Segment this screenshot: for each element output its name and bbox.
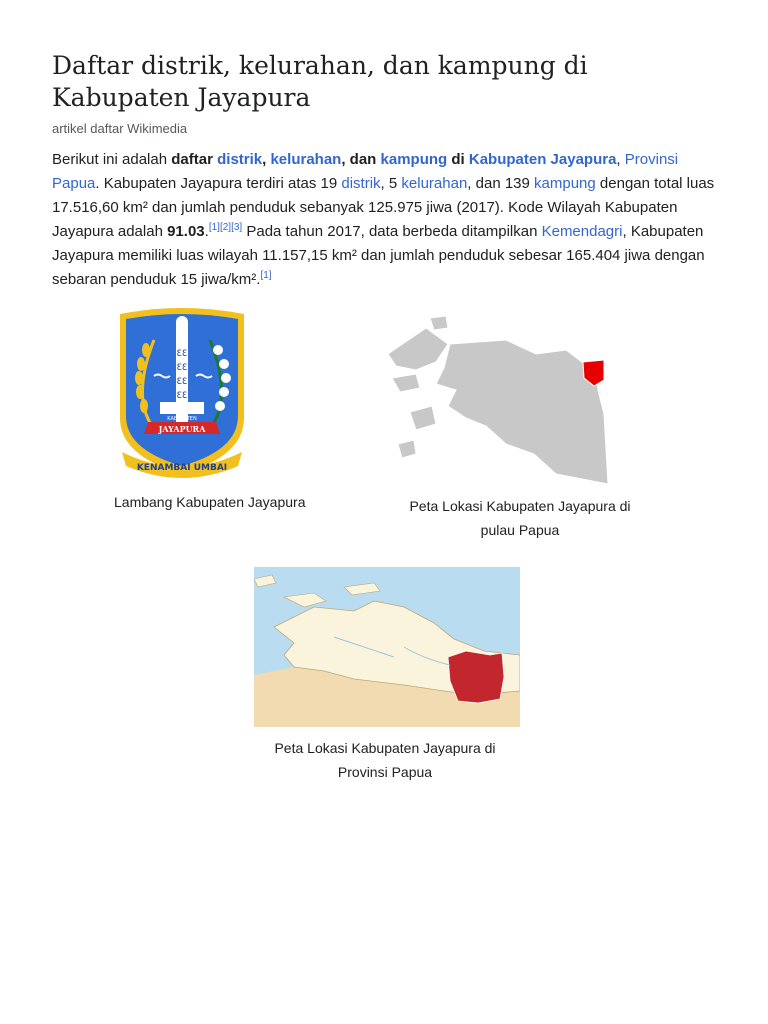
ref-4[interactable]: [1] (260, 270, 272, 281)
link-kelurahan-2[interactable]: kelurahan (401, 175, 468, 192)
emblem-motto-text: KENAMBAI UMBAI (136, 463, 228, 473)
map2-caption: Peta Lokasi Kabupaten Jayapura di Provinsi Papua (274, 740, 496, 780)
link-kampung-2[interactable]: kampung (534, 175, 596, 192)
intro-text: Berikut ini adalah (52, 151, 172, 168)
intro-text: , dan 139 (467, 175, 535, 192)
link-distrik[interactable]: distrik (217, 151, 263, 168)
intro-text: , Kabupaten Jayapura memiliki luas wilayah 11.157,15 km² dan jumlah penduduk sebesar 165.404 jiwa dengan sebaran penduduk 15 jiwa/km². (52, 223, 705, 288)
map-jayapura-region (448, 651, 504, 703)
link-kabupaten-jayapura[interactable]: Kabupaten Jayapura (468, 151, 617, 168)
emblem-tifa-glyph: ƐƐ (176, 377, 188, 387)
bold-kode-wilayah: 91.03 (167, 223, 205, 240)
map1-caption: Peta Lokasi Kabupaten Jayapura di pulau Papua (409, 498, 631, 538)
intro-text: , (262, 151, 271, 168)
emblem-tifa-glyph: ƐƐ (176, 363, 188, 373)
map-papua-province[interactable] (254, 567, 520, 727)
page-subtitle: artikel daftar Wikimedia (52, 121, 188, 136)
intro-text: Pada tahun 2017, data berbeda ditampilkan (242, 223, 542, 240)
bold-di: di (447, 151, 469, 168)
emblem-building (160, 402, 204, 414)
intro-text: . Kabupaten Jayapura terdiri atas 19 (95, 175, 342, 192)
link-kelurahan[interactable]: kelurahan (270, 151, 342, 168)
link-kampung[interactable]: kampung (380, 151, 448, 168)
emblem-image[interactable] (114, 306, 250, 482)
link-distrik-2[interactable]: distrik (341, 175, 381, 192)
map-papua-island[interactable] (386, 314, 616, 486)
intro-text: . (204, 223, 209, 240)
link-provinsi-papua[interactable]: Provinsi Papua (52, 151, 679, 192)
bold-dan: , dan (341, 151, 381, 168)
emblem-name-text: JAYAPURA (158, 424, 206, 434)
intro-paragraph (52, 148, 720, 292)
emblem-caption: Lambang Kabupaten Jayapura (114, 494, 306, 510)
bold-daftar: daftar (171, 151, 213, 168)
intro-text: dengan total luas 17.516,60 km² dan jumlah penduduk sebanyak 125.975 jiwa (2017). Kode Wilayah Kabupaten Jayapura adalah (52, 175, 715, 240)
emblem-banner-text: KABUPATEN (167, 416, 197, 422)
ref-3[interactable]: [3] (231, 222, 243, 233)
emblem-tifa-glyph: ƐƐ (176, 391, 188, 401)
emblem-tifa-glyph: ƐƐ (176, 349, 188, 359)
link-kemendagri[interactable]: Kemendagri (541, 223, 623, 240)
ref-2[interactable]: [2] (219, 222, 232, 233)
intro-text: , (616, 151, 625, 168)
page-title: Daftar distrik, kelurahan, dan kampung di Kabupaten Jayapura (52, 51, 588, 112)
ref-1[interactable]: [1] (208, 222, 220, 233)
map-landmass (388, 316, 608, 484)
intro-text: , 5 (380, 175, 402, 192)
